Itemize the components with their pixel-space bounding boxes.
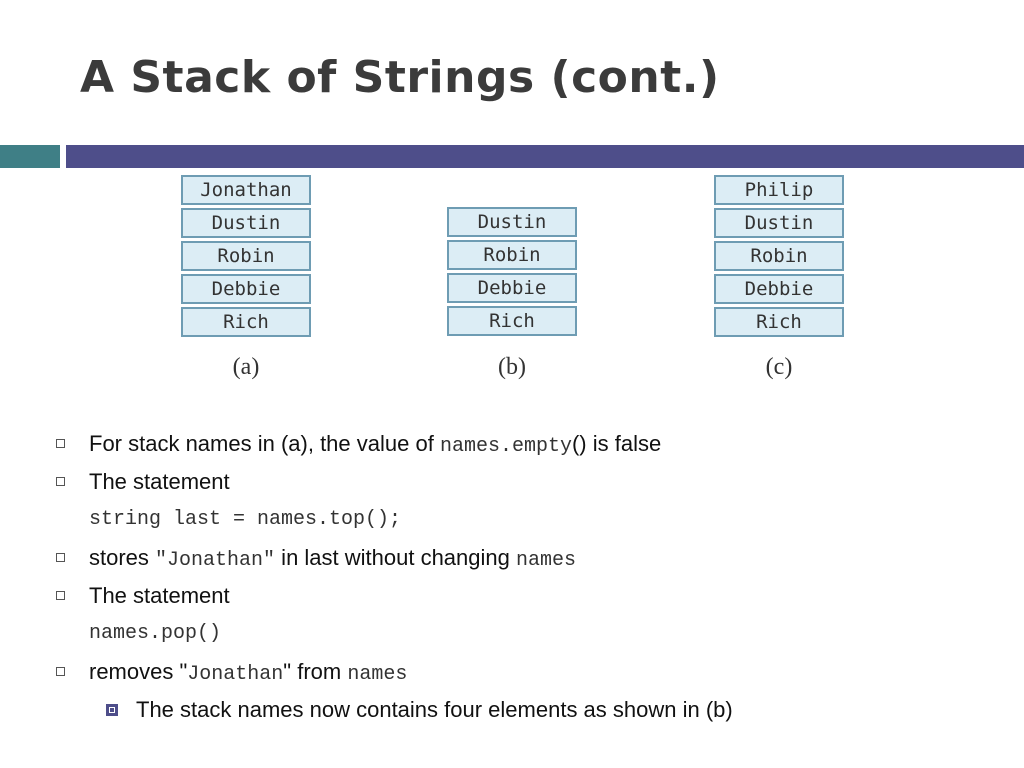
inline-code: names [347,663,408,686]
inline-code: "Jonathan" [155,549,276,572]
stack-a-cell: Robin [181,241,311,271]
stack-a [181,175,311,337]
stack-c-cell: Philip [714,175,844,205]
code-statement: string last = names.top(); [89,508,402,531]
stack-c-cell: Dustin [714,208,844,238]
square-bullet-icon [56,591,65,600]
stack-b-caption: (b) [498,354,526,380]
bullet-item [52,654,992,692]
stack-a-cell: Rich [181,307,311,337]
bullet-text [89,426,661,465]
bullet-text-part: stores [89,545,156,570]
bullet-text: The statement [89,469,230,494]
bullet-item [52,540,992,578]
square-bullet-icon [56,667,65,676]
bullet-list [52,426,992,730]
stack-c-cell: Debbie [714,274,844,304]
square-bullet-icon [56,477,65,486]
stack-c-cell: Rich [714,307,844,337]
stack-a-caption: (a) [232,354,260,380]
bullet-text [89,654,407,693]
code-line [52,502,992,540]
inline-code: names.empty [439,435,572,458]
bullet-text-part: in last without changing [275,545,516,570]
bullet-item [52,464,992,502]
bullet-text-part: removes " [89,659,188,684]
filled-square-bullet-icon [106,704,118,716]
stack-a-cell: Dustin [181,208,311,238]
inline-code: names [516,549,577,572]
sub-bullet-item [52,692,992,730]
bullet-text: The statement [89,583,230,608]
stack-c-caption: (c) [765,354,793,380]
sub-bullet-text: The stack names now contains four elements as shown in (b) [136,697,733,722]
bullet-text-part: () is false [571,431,662,456]
bullet-text-part: " from [283,659,348,684]
bullet-text [89,540,576,579]
code-line [52,616,992,654]
bullet-text-part: For stack names in (a), the value of [89,431,440,456]
title-accent-bar-purple [66,145,1024,168]
stack-b-cell: Rich [447,306,577,336]
inline-code: Jonathan [187,663,284,686]
bullet-item [52,578,992,616]
stack-c-cell: Robin [714,241,844,271]
title-accent-bar-teal [0,145,60,168]
stack-c [714,175,844,337]
stack-a-cell: Jonathan [181,175,311,205]
stack-b-cell: Robin [447,240,577,270]
slide-title: A Stack of Strings (cont.) [80,52,720,103]
stack-b [447,207,577,336]
square-bullet-icon [56,439,65,448]
bullet-item [52,426,992,464]
square-bullet-icon [56,553,65,562]
stack-b-cell: Dustin [447,207,577,237]
code-statement: names.pop() [89,622,222,645]
stack-b-cell: Debbie [447,273,577,303]
stack-a-cell: Debbie [181,274,311,304]
